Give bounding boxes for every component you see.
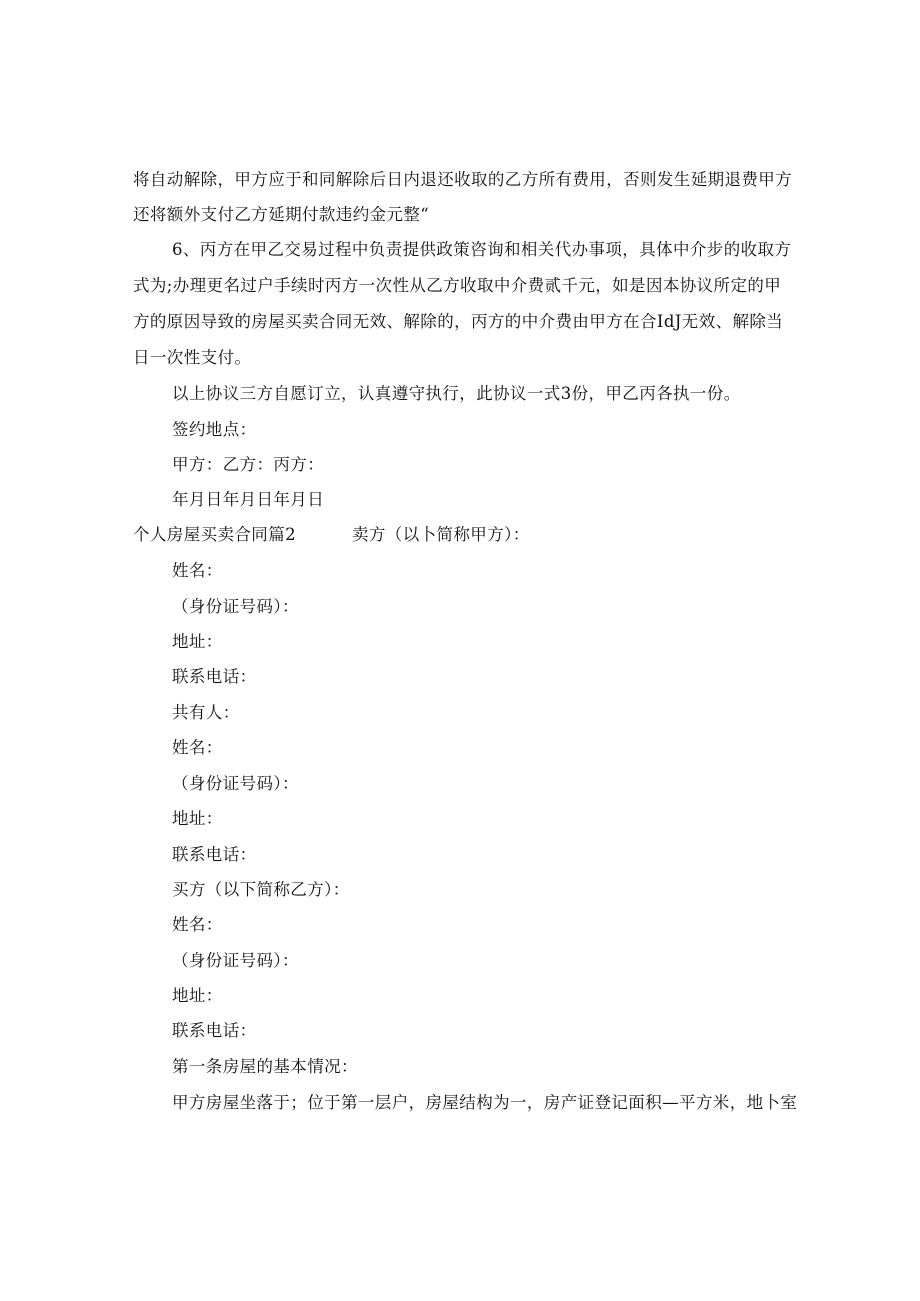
seller-id-label: （身份证号码）：	[172, 597, 299, 616]
paragraph-line: 还将额外支付乙方延期付款违约金元整“	[133, 205, 430, 224]
coowner-name-label: 姓名：	[172, 738, 223, 757]
seller-heading: 卖方（以卜简称甲方）：	[352, 525, 530, 544]
signing-place: 签约地点：	[172, 420, 257, 439]
article-1-text: 甲方房屋坐落于；位于第一层户，房屋结构为一，房产证登记面积—平方米，地卜室	[172, 1093, 798, 1112]
coowner-id-label: （身份证号码）：	[172, 774, 299, 793]
buyer-id-label: （身份证号码）：	[172, 951, 299, 970]
seller-phone-label: 联系电话：	[172, 667, 257, 686]
buyer-phone-label: 联系电话：	[172, 1021, 257, 1040]
signing-parties: 甲方：乙方：丙方：	[172, 455, 325, 474]
buyer-address-label: 地址：	[172, 986, 223, 1005]
seller-address-label: 地址：	[172, 632, 223, 651]
buyer-heading: 买方（以下简称乙方）：	[172, 880, 350, 899]
article-1-title: 第一条房屋的基本情况：	[172, 1057, 358, 1076]
clause-6-line: 式为;办理更名过户手续时丙方一次性从乙方收取中介费贰千元，如是因本协议所定的甲	[133, 276, 782, 295]
seller-name-label: 姓名：	[172, 561, 223, 580]
paragraph-line: 将自动解除，甲方应于和同解除后日内退还收取的乙方所有费用，否则发生延期退费甲方	[133, 170, 793, 189]
clause-6-line: 6、丙方在甲乙交易过程中负责提供政策咨询和相关代办事项，具体中介步的收取方	[172, 240, 792, 259]
coowner-phone-label: 联系电话：	[172, 845, 257, 864]
signing-dates: 年月日年月日年月日	[172, 490, 325, 509]
section-heading-row	[133, 525, 530, 545]
clause-6-line: 方的原因导致的房屋买卖合同无效、解除的，丙方的中介费由甲方在合IdJ无效、解除当	[133, 312, 784, 331]
coowner-label: 共有人：	[172, 703, 240, 722]
section-title: 个人房屋买卖合同篇2	[133, 525, 296, 544]
agreement-statement: 以上协议三方自愿订立，认真遵守执行，此协议一式3份，甲乙丙各执一份。	[172, 384, 741, 403]
buyer-name-label: 姓名：	[172, 915, 223, 934]
clause-6-line: 日一次性支付。	[133, 348, 252, 367]
coowner-address-label: 地址：	[172, 809, 223, 828]
